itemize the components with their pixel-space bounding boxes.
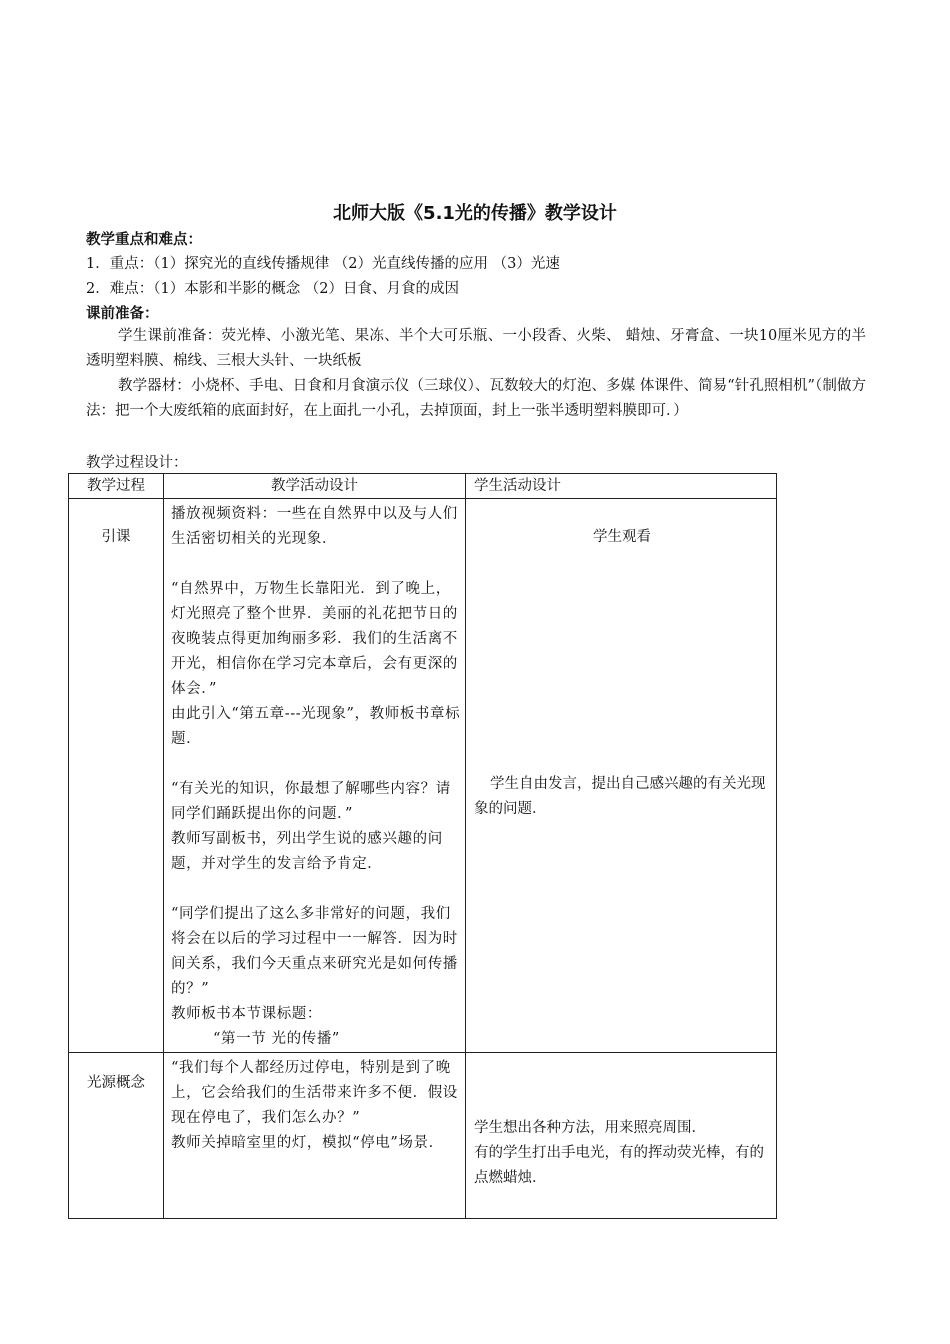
- student-activity-cell: [466, 499, 777, 1053]
- teacher-activity-cell: [164, 499, 466, 1053]
- teacher-text: 教师写副板书，列出学生说的感兴趣的问题，并对学生的发言给予肯定．: [171, 831, 443, 872]
- teacher-text: 教师板书本节课标题：: [171, 1006, 322, 1022]
- teacher-text: “自然界中，万物生长靠阳光．到了晚上，灯光照亮了整个世界．美丽的礼花把节日的夜晚装点得更加绚丽多彩．我们的生活离不开光，相信你在学习完本章后，会有更深的体会．”: [171, 581, 458, 697]
- header-teacher-activity: 教学活动设计: [164, 474, 466, 499]
- teaching-process-table: [68, 473, 777, 1219]
- stage-cell-light-source: 光源概念: [69, 1053, 164, 1219]
- teacher-activity-cell: [164, 1053, 466, 1219]
- lesson-title-text: “第一节 光的传播”: [213, 1031, 340, 1047]
- student-text: 有的学生打出手电光，有的挥动荧光棒，有的点燃蜡烛．: [474, 1145, 764, 1186]
- process-heading: 教学过程设计：: [86, 455, 188, 471]
- teacher-text: 播放视频资料：一些在自然界中以及与人们生活密切相关的光现象．: [171, 506, 458, 547]
- student-text: 学生观看: [593, 529, 651, 545]
- focus-difficulties: 2．难点：（1）本影和半影的概念 （2）日食、月食的成因: [86, 281, 460, 297]
- prep-teacher-paragraph: 教学器材：小烧杯、手电、日食和月食演示仪（三球仪）、瓦数较大的灯泡、多媒 体课件、简易“针孔照相机”（制做方法：把一个大废纸箱的底面封好，在上面扎一小孔，去掉顶面，封上一张半透明塑料膜即可．）: [86, 378, 866, 419]
- header-stage: 教学过程: [69, 474, 164, 499]
- prep-students-paragraph: 学生课前准备：荧光棒、小激光笔、果冻、半个大可乐瓶、一小段香、火柴、 蜡烛、牙膏盒、一块10厘米见方的半透明塑料膜、棉线、三根大头针、一块纸板: [86, 328, 866, 369]
- table-row: [69, 499, 777, 1053]
- teacher-text: 由此引入“第五章---光现象”，教师板书章标题．: [171, 706, 461, 747]
- student-text: 学生想出各种方法，用来照亮周围．: [474, 1120, 706, 1136]
- document-title: 北师大版《5.1光的传播》教学设计: [333, 203, 617, 224]
- header-student-activity: 学生活动设计: [466, 474, 777, 499]
- table-header-row: [69, 474, 777, 499]
- teacher-text: “我们每个人都经历过停电，特别是到了晚上，它会给我们的生活带来许多不便．假设现在停电了，我们怎么办？”: [171, 1060, 458, 1126]
- prep-heading: 课前准备：: [86, 306, 159, 322]
- teacher-text: “同学们提出了这么多非常好的问题，我们将会在以后的学习过程中一一解答．因为时间关系，我们今天重点来研究光是如何传播的？”: [171, 906, 458, 997]
- stage-cell-intro: 引课: [69, 499, 164, 1053]
- table-row: [69, 1053, 777, 1219]
- student-text: 学生自由发言，提出自己感兴趣的有关光现象的问题．: [474, 776, 766, 817]
- teacher-text: 教师关掉暗室里的灯，模拟“停电”场景．: [171, 1135, 444, 1151]
- student-activity-cell: [466, 1053, 777, 1219]
- focus-heading: 教学重点和难点：: [86, 232, 202, 248]
- teacher-text: “有关光的知识，你最想了解哪些内容？请同学们踊跃提出你的问题．”: [171, 781, 451, 822]
- focus-key-points: 1．重点：（1）探究光的直线传播规律 （2）光直线传播的应用 （3）光速: [86, 256, 560, 272]
